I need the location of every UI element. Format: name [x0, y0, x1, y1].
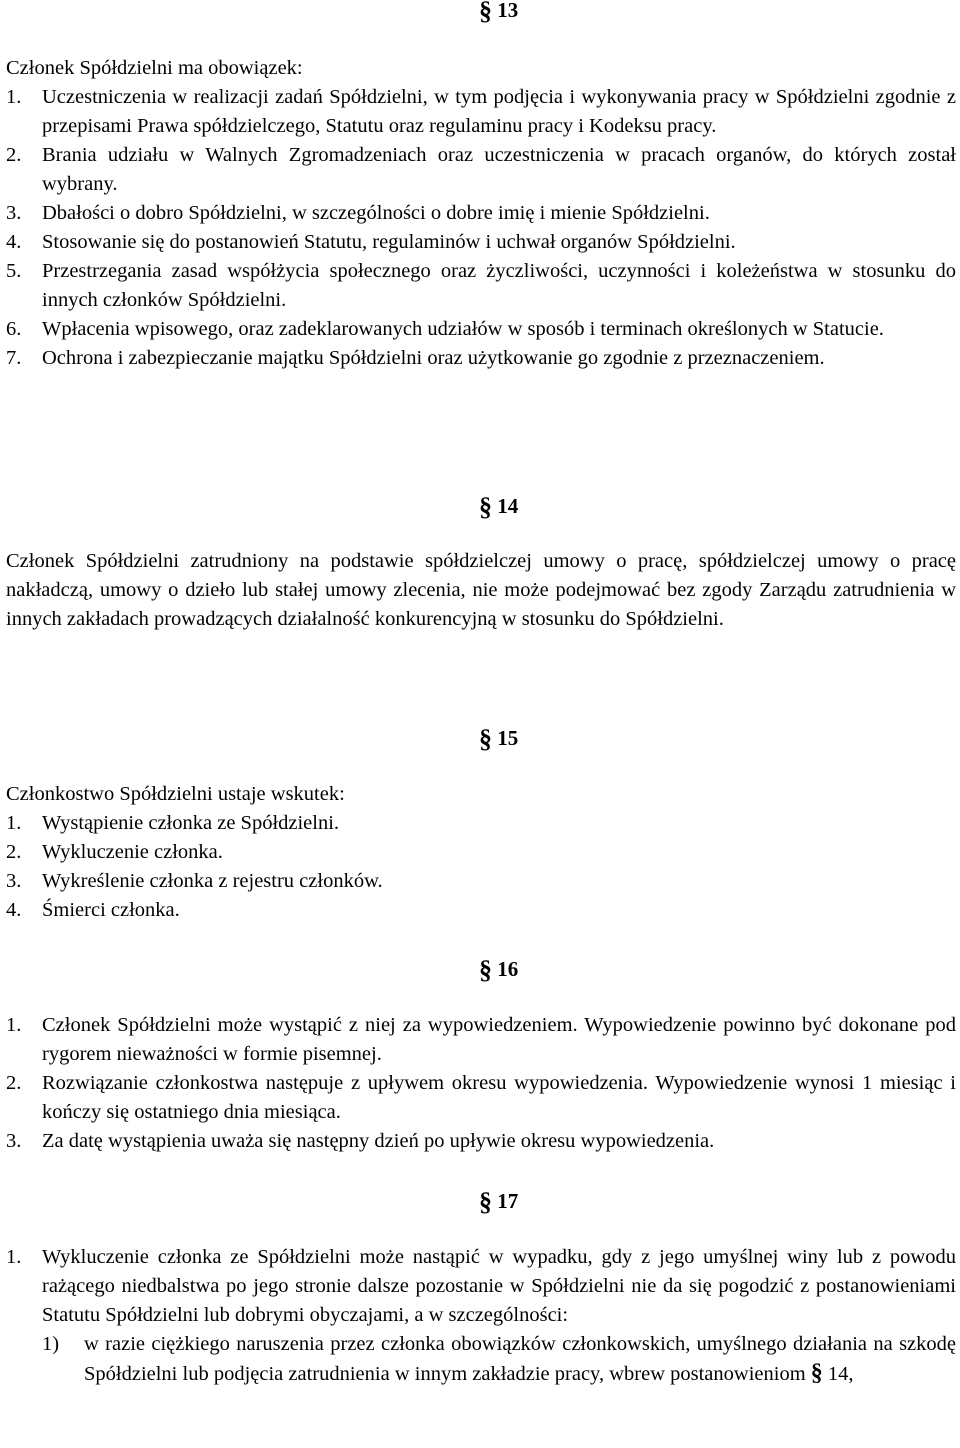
list-text: Wystąpienie członka ze Spółdzielni. [42, 812, 340, 834]
section-13-intro: Członek Spółdzielni ma obowiązek: [6, 57, 303, 79]
list-number: 3. [6, 202, 22, 224]
list-number: 1. [6, 1014, 22, 1036]
section-15-intro: Członkostwo Spółdzielni ustaje wskutek: [6, 783, 345, 805]
list-item [6, 809, 956, 838]
list-item [6, 867, 956, 896]
list-text: Wykreślenie członka z rejestru członków. [42, 870, 383, 892]
list-item [6, 344, 956, 373]
section-number: 16 [497, 957, 519, 981]
list-item [6, 838, 956, 867]
list-item [6, 199, 956, 228]
section-15-body [6, 780, 956, 925]
list-item [6, 896, 956, 925]
list-text: Za datę wystąpienia uważa się następny dzień po upływie okresu wypowiedzenia. [42, 1130, 715, 1152]
paragraph-symbol: § [479, 955, 492, 984]
list-text: Brania udziału w Walnych Zgromadzeniach oraz uczestniczenia w pracach organów, do których został wybrany. [42, 144, 956, 195]
section-14-heading [479, 492, 518, 521]
list-number: 3. [6, 870, 22, 892]
section-16-heading [479, 955, 518, 984]
list-number: 1. [6, 1246, 22, 1268]
list-number: 2. [6, 1072, 22, 1094]
section-16-body [6, 1011, 956, 1156]
list-item [6, 1127, 956, 1156]
list-text: Uczestniczenia w realizacji zadań Spółdzielni, w tym podjęcia i wykonywania pracy w Spółdzielni zgodnie z przepisami Prawa spółdzielczego, Statutu oraz regulaminu pracy i Kodeksu pracy. [42, 86, 956, 137]
list-number: 4. [6, 899, 22, 921]
paragraph-symbol: § [479, 492, 492, 521]
sub-list-number: 1) [42, 1333, 60, 1355]
section-number: 14 [497, 494, 519, 518]
section-17-body [6, 1243, 956, 1389]
list-text: Członek Spółdzielni może wystąpić z niej za wypowiedzeniem. Wypowiedzenie powinno być dokonane pod rygorem nieważności w formie pisemnej. [42, 1014, 956, 1065]
sub-list-text-wrapper [84, 1330, 956, 1389]
list-item [6, 315, 956, 344]
list-item [6, 141, 956, 199]
list-number: 1. [6, 812, 22, 834]
paragraph-symbol: § [479, 1187, 492, 1216]
list-item [6, 1069, 956, 1127]
list-text: Stosowanie się do postanowień Statutu, regulaminów i uchwał organów Spółdzielni. [42, 231, 736, 253]
list-text: Ochrona i zabezpieczanie majątku Spółdzielni oraz użytkowanie go zgodnie z przeznaczeniem. [42, 347, 825, 369]
list-text: Śmierci członka. [42, 899, 180, 921]
list-item [6, 1011, 956, 1069]
sub-list-item [42, 1330, 956, 1389]
list-item [6, 228, 956, 257]
paragraph-symbol: § [479, 0, 492, 25]
list-item [6, 83, 956, 141]
section-number: 17 [497, 1189, 519, 1213]
section-17-heading [479, 1187, 518, 1216]
list-item [6, 257, 956, 315]
list-text: Dbałości o dobro Spółdzielni, w szczególności o dobre imię i mienie Spółdzielni. [42, 202, 710, 224]
list-text: Przestrzegania zasad współżycia społecznego oraz życzliwości, uczynności i koleżeństwa w stosunku do innych członków Spółdzielni. [42, 260, 956, 311]
list-text: Wpłacenia wpisowego, oraz zadeklarowanych udziałów w sposób i terminach określonych w Statucie. [42, 318, 884, 340]
paragraph-symbol: § [479, 724, 492, 753]
list-number: 7. [6, 347, 22, 369]
list-number: 2. [6, 841, 22, 863]
section-13-heading [479, 0, 518, 25]
list-number: 2. [6, 144, 22, 166]
sub-list-text: w razie ciężkiego naruszenia przez członka obowiązków członkowskich, umyślnego działania na szkodę Spółdzielni lub podjęcia zatrudnienia w innym zakładzie pracy, wbrew postanowieniom [84, 1333, 956, 1385]
section-15-heading [479, 724, 518, 753]
list-text: Wykluczenie członka. [42, 841, 223, 863]
section-reference: 14, [827, 1363, 854, 1385]
section-number: 15 [497, 726, 519, 750]
section-13-body [6, 54, 956, 373]
section-number: 13 [497, 0, 519, 22]
list-item [6, 1243, 956, 1330]
section-14-text: Członek Spółdzielni zatrudniony na podstawie spółdzielczej umowy o pracę, spółdzielczej umowy o pracę nakładczą, umowy o dzieło lub stałej umowy zlecenia, nie może podejmować bez zgody Zarządu zatrudnienia w innych zakładach prowadzących działalność konkurencyjną w stosunku do Spółdzielni. [6, 550, 956, 630]
list-text: Rozwiązanie członkostwa następuje z upływem okresu wypowiedzenia. Wypowiedzenie wynosi 1 miesiąc i kończy się ostatniego dnia miesiąca. [42, 1072, 956, 1123]
list-number: 3. [6, 1130, 22, 1152]
list-number: 5. [6, 260, 22, 282]
list-number: 1. [6, 86, 22, 108]
list-number: 4. [6, 231, 22, 253]
paragraph-symbol: § [810, 1360, 823, 1386]
list-number: 6. [6, 318, 22, 340]
list-text: Wykluczenie członka ze Spółdzielni może nastąpić w wypadku, gdy z jego umyślnej winy lub z powodu rażącego niedbalstwa po jego stronie dalsze pozostanie w Spółdzielni nie da się pogodzić z postanowieniami Statutu Spółdzielni lub dobrymi obyczajami, a w szczególności: [42, 1246, 956, 1326]
